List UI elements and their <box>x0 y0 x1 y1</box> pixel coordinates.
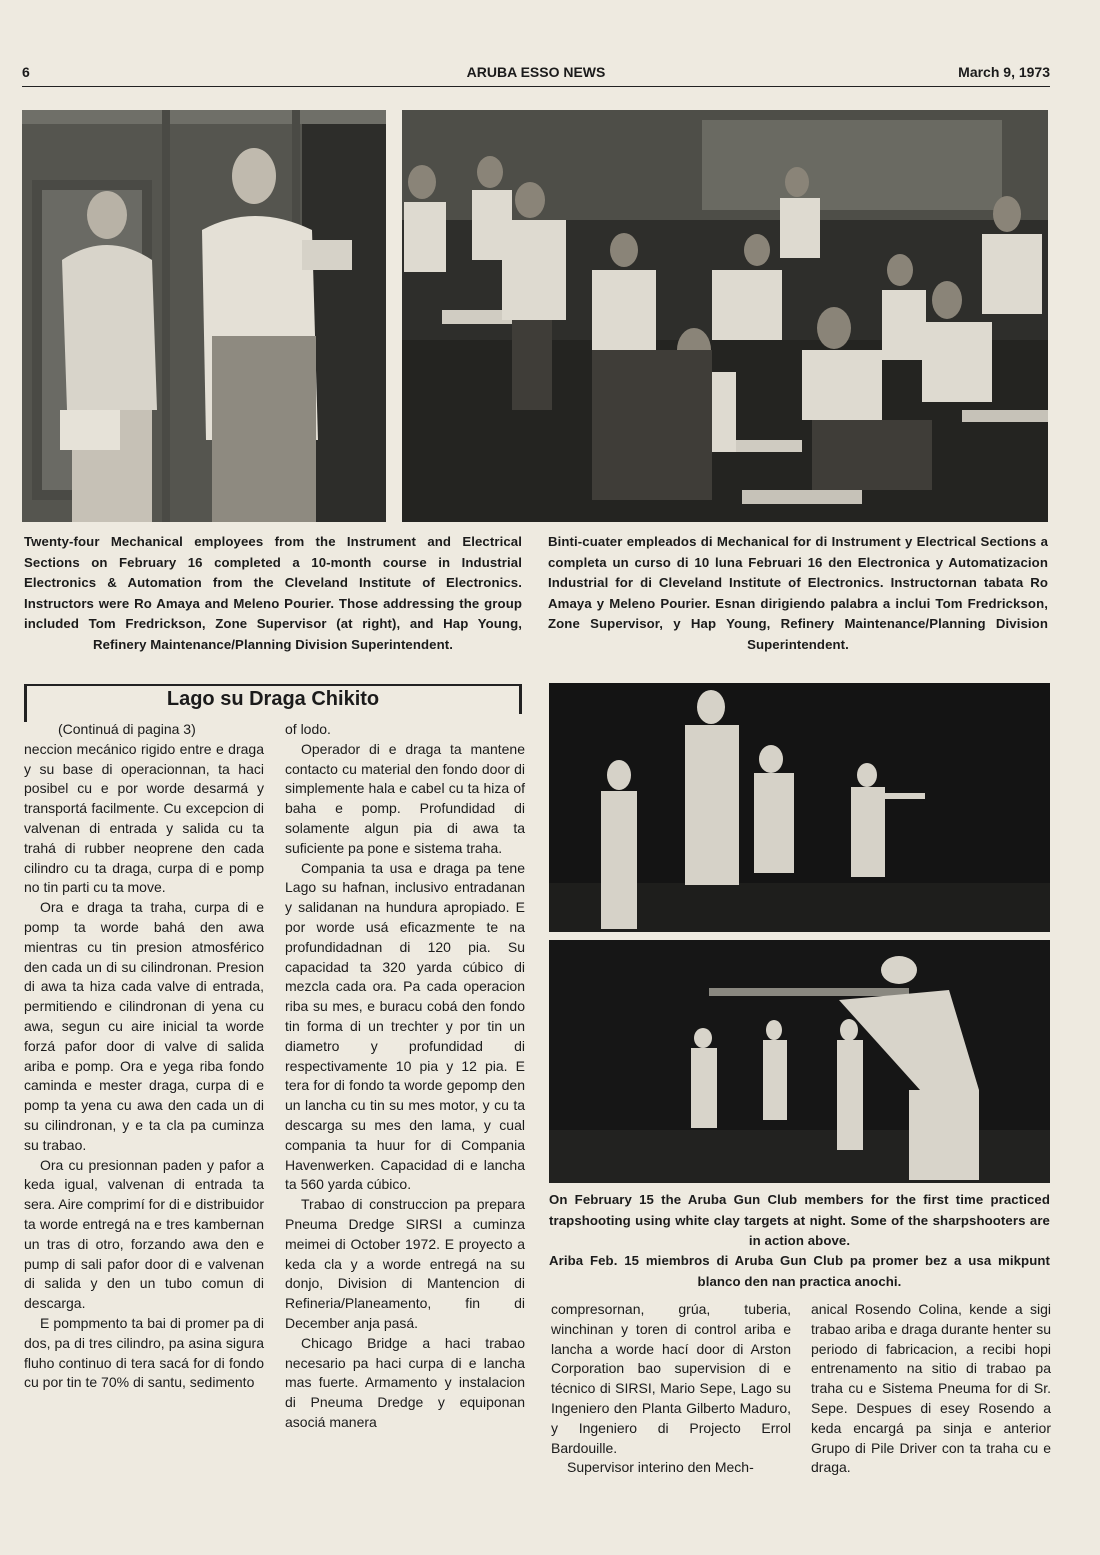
article-column-3 <box>551 1300 791 1478</box>
paragraph: compresornan, grúa, tuberia, winchinan y toren di control ariba e lancha a worde hací door di Arston Corporation bao supervision di e técnico di SIRSI, Mario Sepe, Lago su Ingeniero den Planta Gilberto Maduro, y Ingeniero di Projecto Errol Bardouille. <box>551 1301 791 1456</box>
page-number: 6 <box>22 64 30 80</box>
paragraph: of lodo. <box>285 721 331 737</box>
article-column-4 <box>811 1300 1051 1478</box>
photo-instructors-standing <box>22 110 386 522</box>
caption-top-papiamento: Binti-cuater empleados di Mechanical for di Instrument y Electrical Sections a completa un curso di 10 luna Februari 16 den Electronica y Automatizacion Industrial for di Cleveland Institute of Electronics. Instructornan tabata Ro Amaya y Meleno Pourier. Esnan dirigiendo palabra a inclui Tom Fredrickson, Zone Supervisor, y Hap Young, Refinery Maintenance/Planning Division Superintendent. <box>548 534 1048 652</box>
headline-rule-top <box>24 684 522 686</box>
issue-date: March 9, 1973 <box>958 64 1050 80</box>
caption-gun-english: On February 15 the Aruba Gun Club members for the first time practiced trapshooting using white clay targets at night. Some of the sharpshooters are in action above. <box>549 1192 1050 1248</box>
photo-classroom-group <box>402 110 1048 522</box>
article-column-2 <box>285 720 525 1433</box>
caption-gun-papiamento: Ariba Feb. 15 miembros di Aruba Gun Club pa promer bez a usa mikpunt blanco den nan practica anochi. <box>549 1253 1050 1289</box>
photo-gun-club-spectators <box>549 683 1050 932</box>
paragraph: Supervisor interino den Mech- <box>567 1459 754 1476</box>
paragraph: Trabao di construccion pa prepara Pneuma Dredge SIRSI a cuminza meimei di October 1972. E proyecto a keda cla y a worde entregá na su donjo, Division di Mantencion di Refineria/Planeamento, fin di December anja pasá. <box>285 1196 525 1331</box>
paragraph: Operador di e draga ta mantene contacto cu material den fondo door di simplemente hala e cabel cu ta hiza of baha e pomp. Profundidad di solamente algun pia di awa ta suficiente pa pone e sistema traha. <box>285 740 525 856</box>
page-header <box>22 62 1050 87</box>
continued-note: (Continuá di pagina 3) <box>58 721 196 737</box>
paragraph: anical Rosendo Colina, kende a sigi trabao ariba e draga durante henter su periodo di fabricacion, a recibi hopi entrenamento na sitio di trabao pa traha cu e Sistema Pneuma for di Sr. Sepe. Despues di esey Rosendo a keda encargá pa sinja e anterior Grupo di Pile Driver con ta traha cu e draga. <box>811 1301 1051 1476</box>
paragraph: Compania ta usa e draga pa tene Lago su hafnan, inclusivo entradanan y salidanan na hundura apropiado. E por worde usá eficazmente te na profundidadnan di 120 pia. Su capacidad ta 320 yarda cúbico di mezcla cada ora. Pa cada operacion riba su mes, e buracu cobá den fondo tin forma di un trechter y por tin un diametro y profundidad di respectivamente 10 pia y 12 pia. E tera for di fondo ta worde gepomp den un lancha cu tin su mes motor, y cu ta descarga su mes den lama, y cual compania ta huur for di Compania Havenwerken. Capacidad di e lancha ta 560 yarda cúbico. <box>285 859 525 1193</box>
article-column-1 <box>24 720 264 1393</box>
article-headline-box <box>24 684 522 722</box>
masthead: ARUBA ESSO NEWS <box>466 64 606 80</box>
article-headline: Lago su Draga Chikito <box>166 688 380 710</box>
paragraph: neccion mecánico rigido entre e draga y su base di operacionnan, ta haci posibel cu e por worde desarmá y transportá facilmente. Cu excepcion di valvenan di entrada y salida cu ta trahá di rubber neoprene den cada cilindro cu ta draga, curpa di e pomp no tin parti cu ta move. <box>24 740 264 896</box>
photo-gun-club-shooter <box>549 940 1050 1183</box>
paragraph: Ora e draga ta traha, curpa di e pomp ta worde bahá den awa mientras cu tin presion atmosférico den cada un di su cilindronan. Presion di awa ta hiza cada valve di entrada, permitiendo e cilindronan di yena cu awa, segun cu aire inicial ta worde forzá pafor door di valve di salida ariba e pomp. Ora e yega riba fondo caminda e mester draga, curpa di e pomp ta yena cu awa den cada un di su cilindronan, y e ta cla pa cuminza su trabao. <box>24 899 264 1153</box>
paragraph: Chicago Bridge a haci trabao necesario pa haci curpa di e lancha mas fuerte. Armamento y instalacion di Pneuma Dredge y equiponan asociá manera <box>285 1334 525 1430</box>
paragraph: Ora cu presionnan paden y pafor a keda igual, valvenan di entrada ta sera. Aire comprimí for di e distribuidor ta worde entregá na e tres kambernan un tras di otro, forzando awa den e pump di sali pafor door di e valvenan di salida y den un tubo comun di descarga. <box>24 1156 264 1312</box>
caption-top-english: Twenty-four Mechanical employees from the Instrument and Electrical Sections on February 16 completed a 10-month course in Industrial Electronics & Automation from the Cleveland Institute of Electronics. Instructors were Ro Amaya and Meleno Pourier. Those addressing the group included Tom Fredrickson, Zone Supervisor (at right), and Hap Young, Refinery Maintenance/Planning Division Superintendent. <box>24 534 522 652</box>
paragraph: E pompmento ta bai di promer pa di dos, pa di tres cilindro, pa asina sigura fluho continuo di tera sacá for di fondo cu por tin te 70% di santu, sedimento <box>24 1314 264 1391</box>
